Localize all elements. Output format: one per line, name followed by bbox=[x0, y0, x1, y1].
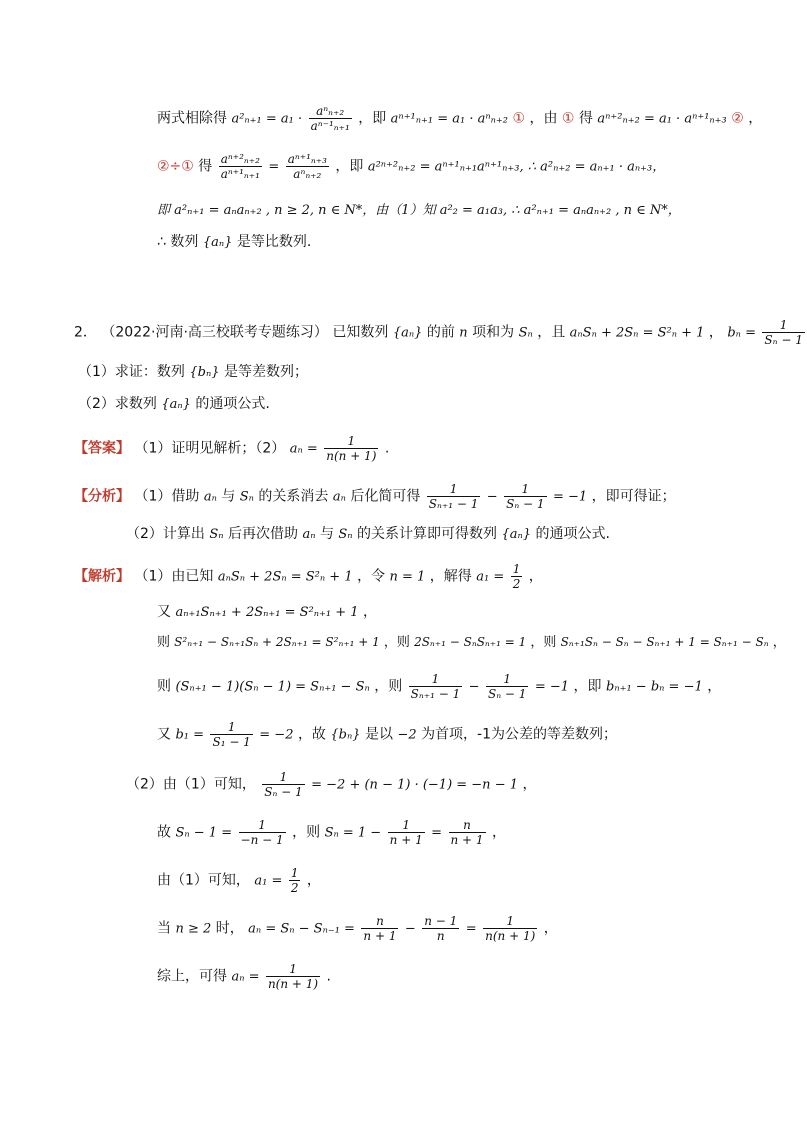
denominator: −n − 1 bbox=[240, 833, 284, 847]
text: 的通项公式. bbox=[195, 396, 270, 412]
analysis-line-2 bbox=[126, 524, 610, 545]
math: Sₙ bbox=[338, 527, 353, 542]
text: . bbox=[384, 440, 390, 457]
math: = bbox=[431, 825, 443, 841]
top-line-4 bbox=[157, 232, 311, 253]
solution-part2-line-2 bbox=[157, 818, 506, 847]
math: = −2 + (n − 1) · (−1) = −n − 1 bbox=[311, 777, 518, 793]
math: − bbox=[486, 489, 498, 505]
text: 后再次借助 bbox=[228, 526, 299, 542]
denominator: 2 bbox=[290, 881, 299, 895]
denominator: aⁿ⁻¹ₙ₊₁ bbox=[310, 119, 350, 133]
numerator: n bbox=[376, 914, 384, 928]
circled-marker: ② bbox=[731, 110, 744, 127]
text: 项和为 bbox=[472, 324, 515, 341]
top-line-2 bbox=[157, 152, 665, 181]
text: 当 bbox=[157, 920, 171, 937]
denominator: aⁿₙ₊₂ bbox=[286, 166, 329, 181]
text: 的关系计算即可得数列 bbox=[357, 526, 498, 542]
solution-part2-line-3 bbox=[157, 866, 321, 895]
question-source: （2022·河南·高三校联考专题练习） bbox=[101, 324, 328, 341]
text: 为首项，-1为公差的等差数列； bbox=[421, 726, 618, 743]
math: {aₙ} bbox=[202, 235, 233, 250]
denominator: 2 bbox=[512, 577, 521, 591]
circled-marker: ②÷① bbox=[157, 158, 194, 175]
math: − bbox=[468, 679, 480, 695]
text: ，则 bbox=[383, 635, 410, 650]
math: aₙSₙ + 2Sₙ = S²ₙ + 1 bbox=[217, 569, 353, 585]
solution-line-4 bbox=[157, 672, 721, 701]
denominator: Sₙ₊₁ − 1 bbox=[410, 687, 461, 701]
numerator: 1 bbox=[402, 818, 410, 832]
text: 是等比数列. bbox=[236, 234, 312, 250]
fraction bbox=[239, 818, 286, 847]
analysis-line-1 bbox=[74, 482, 676, 511]
fraction bbox=[262, 770, 304, 799]
answer-tag: 【答案】 bbox=[74, 440, 130, 457]
text: ， bbox=[522, 776, 537, 793]
math: = bbox=[268, 159, 280, 175]
fraction bbox=[762, 318, 804, 347]
solution-part2-line-4 bbox=[157, 914, 558, 943]
fraction bbox=[409, 672, 463, 701]
text: ，即 bbox=[358, 110, 387, 127]
math: aₙ = bbox=[231, 969, 260, 985]
denominator: n + 1 bbox=[363, 929, 397, 943]
text: 则 bbox=[157, 635, 171, 650]
numerator: 1 bbox=[289, 962, 297, 976]
math: 2Sₙ₊₁ − SₙSₙ₊₁ = 1 bbox=[414, 635, 527, 649]
text: 时， bbox=[215, 920, 244, 937]
fraction bbox=[289, 866, 301, 895]
analysis-tag: 【分析】 bbox=[74, 488, 130, 505]
numerator: 1 bbox=[779, 318, 788, 332]
text: ， bbox=[528, 568, 543, 585]
text: . bbox=[326, 968, 331, 985]
math: aₙ = bbox=[289, 441, 318, 457]
text: ，解得 bbox=[429, 568, 472, 585]
numerator: 1 bbox=[347, 434, 356, 448]
question-number: 2． bbox=[74, 324, 97, 341]
text: ， bbox=[708, 324, 723, 341]
text: ， bbox=[707, 678, 722, 695]
fraction bbox=[361, 914, 398, 943]
math: aⁿ⁺²ₙ₊₂ = a₁ · aⁿ⁺¹ₙ₊₃ bbox=[597, 111, 727, 127]
text: ，由 bbox=[529, 110, 558, 127]
math: aₙ = Sₙ − Sₙ₋₁ = bbox=[248, 921, 355, 937]
math: aₙ bbox=[332, 489, 346, 505]
solution-tag: 【解析】 bbox=[74, 568, 130, 585]
math: a₁ = bbox=[476, 569, 505, 585]
math: {aₙ} bbox=[161, 397, 191, 412]
text: ，即 bbox=[335, 158, 364, 175]
math: {bₙ} bbox=[330, 727, 361, 743]
numerator: 1 bbox=[431, 672, 440, 686]
math: a²ₙ₊₁ = a₁ · bbox=[231, 111, 303, 127]
denominator: n(n + 1) bbox=[326, 449, 377, 463]
denominator: n bbox=[422, 928, 459, 943]
solution-part2-line-5 bbox=[157, 962, 331, 991]
denominator: Sₙ − 1 bbox=[488, 687, 527, 701]
numerator: 1 bbox=[227, 720, 236, 734]
numerator: 1 bbox=[449, 482, 458, 496]
math: = −2 bbox=[259, 727, 294, 743]
math: bₙ = bbox=[727, 325, 756, 341]
denominator: S₁ − 1 bbox=[212, 735, 251, 749]
math: aₙ₊₁Sₙ₊₁ + 2Sₙ₊₁ = S²ₙ₊₁ + 1 bbox=[175, 605, 359, 620]
text: ， bbox=[543, 920, 558, 937]
math: Sₙ bbox=[239, 489, 254, 505]
fraction bbox=[219, 152, 262, 181]
text: 两式相除得 bbox=[157, 110, 227, 127]
math: −2 bbox=[397, 727, 417, 743]
text: ， bbox=[492, 824, 507, 841]
text: ，即 bbox=[573, 678, 602, 695]
math: S²ₙ₊₁ − Sₙ₊₁Sₙ + 2Sₙ₊₁ = S²ₙ₊₁ + 1 bbox=[174, 635, 380, 649]
math: {bₙ} bbox=[189, 365, 220, 380]
text: （1）求证：数列 bbox=[78, 364, 185, 380]
solution-line-3 bbox=[157, 632, 786, 653]
math: (Sₙ₊₁ − 1)(Sₙ − 1) = Sₙ₊₁ − Sₙ bbox=[175, 679, 370, 695]
text: 是以 bbox=[364, 726, 393, 743]
question-2-part-2 bbox=[78, 394, 270, 415]
math: = −1 bbox=[534, 679, 570, 695]
math: Sₙ₊₁Sₙ − Sₙ − Sₙ₊₁ + 1 = Sₙ₊₁ − Sₙ bbox=[560, 635, 769, 649]
text: ， bbox=[306, 872, 321, 889]
question-2-header bbox=[74, 318, 807, 347]
text: ， bbox=[748, 110, 763, 127]
math: a²ⁿ⁺²ₙ₊₂ = aⁿ⁺¹ₙ₊₁aⁿ⁺¹ₙ₊₃, ∴ a²ₙ₊₂ = aₙ₊₁ · aₙ₊₃， bbox=[367, 159, 666, 175]
circled-marker: ① bbox=[512, 110, 525, 127]
math: = −1 bbox=[553, 489, 588, 505]
fraction bbox=[511, 562, 523, 591]
fraction bbox=[504, 482, 546, 511]
numerator: n − 1 bbox=[424, 914, 458, 928]
numerator: aⁿₙ₊₂ bbox=[316, 104, 345, 118]
math: n bbox=[459, 325, 468, 341]
denominator: Sₙ₊₁ − 1 bbox=[428, 497, 479, 511]
fraction bbox=[449, 818, 486, 847]
denominator: n + 1 bbox=[450, 833, 484, 847]
text: ，则 bbox=[374, 678, 403, 695]
math: aₙ bbox=[302, 527, 316, 542]
text: 的通项公式. bbox=[535, 526, 610, 542]
text: 是等差数列； bbox=[223, 364, 308, 380]
text: ，故 bbox=[297, 726, 326, 743]
text: （1）证明见解析；（2） bbox=[134, 440, 286, 457]
text: ，即可得证； bbox=[591, 488, 676, 505]
numerator: aⁿ⁺¹ₙ₊₃ bbox=[287, 152, 327, 166]
fraction bbox=[210, 720, 252, 749]
math: = bbox=[465, 921, 477, 937]
text: 后化简可得 bbox=[350, 488, 421, 505]
fraction bbox=[324, 434, 378, 463]
text: ，则 bbox=[530, 635, 557, 650]
text: 的前 bbox=[426, 324, 455, 341]
text: 综上，可得 bbox=[157, 968, 227, 985]
text: ， bbox=[772, 635, 786, 650]
numerator: 1 bbox=[290, 866, 299, 880]
math: Sₙ bbox=[518, 325, 533, 341]
math: aⁿ⁺¹ₙ₊₁ = a₁ · aⁿₙ₊₂ bbox=[390, 111, 508, 127]
denominator: Sₙ − 1 bbox=[764, 333, 803, 347]
math: aₙ bbox=[203, 489, 217, 505]
circled-marker: ① bbox=[561, 110, 575, 127]
solution-line-1 bbox=[74, 562, 543, 591]
math: Sₙ bbox=[209, 527, 224, 542]
answer-line bbox=[74, 434, 389, 463]
text: 故 bbox=[157, 824, 171, 841]
solution-part2-line-1 bbox=[126, 770, 536, 799]
numerator: 1 bbox=[512, 562, 521, 576]
denominator: Sₙ − 1 bbox=[264, 785, 303, 799]
text: 与 bbox=[221, 488, 236, 505]
text: （2）求数列 bbox=[78, 396, 157, 412]
text: ∴ 数列 bbox=[157, 234, 199, 250]
fraction bbox=[422, 914, 459, 943]
text: ，则 bbox=[292, 824, 321, 841]
top-line-1 bbox=[157, 104, 762, 133]
math: {aₙ} bbox=[501, 527, 532, 542]
fraction bbox=[286, 152, 329, 181]
text: （2）计算出 bbox=[126, 526, 205, 542]
text: ， bbox=[362, 604, 377, 620]
text: 又 bbox=[157, 604, 171, 620]
math: Sₙ − 1 = bbox=[175, 825, 233, 841]
fraction bbox=[388, 818, 425, 847]
fraction bbox=[309, 104, 352, 133]
fraction bbox=[266, 962, 320, 991]
denominator: Sₙ − 1 bbox=[506, 497, 545, 511]
text: 与 bbox=[319, 526, 334, 542]
question-2-part-1 bbox=[78, 362, 308, 383]
top-line-3 bbox=[157, 200, 681, 221]
math: a₁ = bbox=[254, 873, 283, 889]
numerator: 1 bbox=[279, 770, 288, 784]
denominator: n(n + 1) bbox=[485, 929, 536, 943]
math: Sₙ = 1 − bbox=[324, 825, 382, 841]
text: （2）由（1）可知， bbox=[126, 776, 256, 793]
solution-line-2 bbox=[157, 602, 377, 623]
denominator: n + 1 bbox=[389, 833, 423, 847]
text: 又 bbox=[157, 726, 171, 743]
math: aₙSₙ + 2Sₙ = S²ₙ + 1 bbox=[569, 325, 705, 341]
math: {aₙ} bbox=[392, 325, 423, 341]
numerator: 1 bbox=[503, 672, 512, 686]
text: 则 bbox=[157, 678, 171, 695]
math: 即 a²ₙ₊₁ = aₙaₙ₊₂ , n ≥ 2, n ∈ N*，由（1）知 a²₂ = a₁a₃, ∴ a²ₙ₊₁ = aₙaₙ₊₂ , n ∈ N*， bbox=[157, 203, 681, 218]
math: − bbox=[404, 921, 416, 937]
numerator: aⁿ⁺²ₙ₊₂ bbox=[220, 152, 260, 166]
fraction bbox=[427, 482, 481, 511]
math: n = 1 bbox=[389, 569, 426, 585]
text: （1）借助 bbox=[134, 488, 200, 505]
text: （1）由已知 bbox=[134, 568, 214, 585]
numerator: n bbox=[463, 818, 471, 832]
fraction bbox=[483, 914, 537, 943]
numerator: 1 bbox=[521, 482, 530, 496]
numerator: 1 bbox=[258, 818, 266, 832]
math: bₙ₊₁ − bₙ = −1 bbox=[606, 679, 703, 695]
math: n ≥ 2 bbox=[175, 921, 212, 937]
text: 的关系消去 bbox=[258, 488, 329, 505]
text: 得 bbox=[578, 110, 593, 127]
denominator: n(n + 1) bbox=[267, 977, 319, 991]
denominator: aⁿ⁺¹ₙ₊₁ bbox=[220, 167, 260, 181]
math: b₁ = bbox=[175, 727, 205, 743]
text: 得 bbox=[198, 158, 213, 175]
text: 已知数列 bbox=[332, 324, 389, 341]
text: 由（1）可知， bbox=[157, 872, 250, 889]
text: ，且 bbox=[537, 324, 566, 341]
fraction bbox=[486, 672, 528, 701]
numerator: 1 bbox=[506, 914, 515, 928]
solution-line-5 bbox=[157, 720, 617, 749]
text: ，令 bbox=[357, 568, 386, 585]
